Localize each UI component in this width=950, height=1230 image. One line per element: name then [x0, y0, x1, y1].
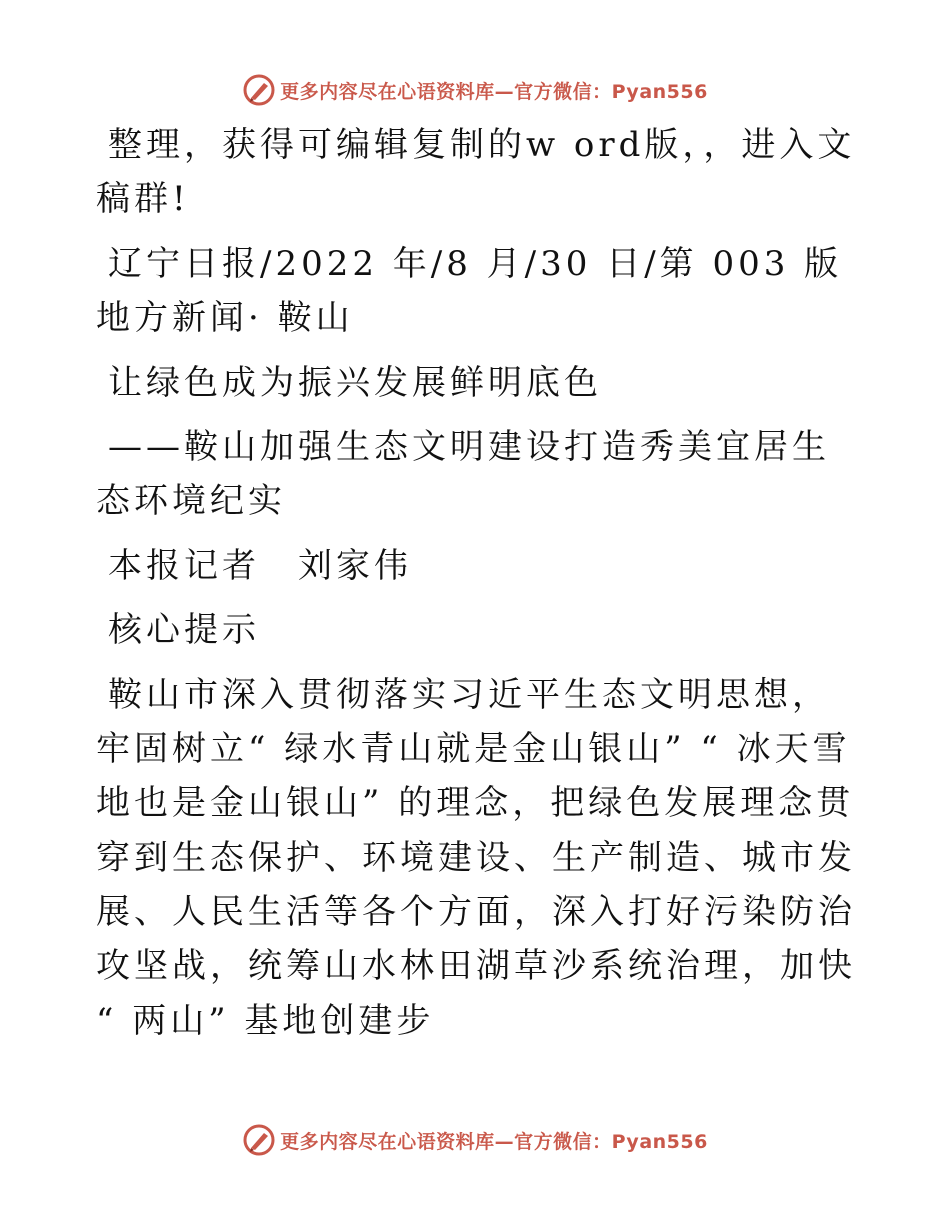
section-heading: 核心提示 — [108, 610, 260, 651]
footer-watermark-banner — [0, 1120, 950, 1160]
article-title: 让绿色成为振兴发展鲜明底色 — [108, 362, 602, 403]
article-subtitle: ——鞍山加强生态文明建设打造秀美宜居生态环境纪实 — [96, 426, 830, 522]
body-paragraph: 鞍山市深入贯彻落实习近平生态文明思想，牢固树立“ 绿水青山就是金山银山” “ 冰天雪地也是金山银山” 的理念，把绿色发展理念贯穿到生态保护、环境建设、生产制造、城市发展、人民生活等各个方面，深入打好污染防治攻坚战，统筹山水林田湖草沙系统治理，加快“ 两山” 基地创建步 — [96, 674, 856, 1041]
pen-logo-icon — [242, 73, 276, 107]
header-watermark-banner — [0, 70, 950, 110]
pen-logo-icon — [242, 1123, 276, 1157]
document-body — [96, 118, 856, 1058]
watermark-text: 更多内容尽在心语资料库—官方微信：Pyan556 — [280, 1130, 708, 1153]
byline: 本报记者 刘家伟 — [108, 545, 412, 586]
source-line: 辽宁日报/2022 年/8 月/30 日/第 003 版地方新闻· 鞍山 — [96, 243, 843, 339]
watermark-text: 更多内容尽在心语资料库—官方微信：Pyan556 — [280, 80, 708, 103]
intro-paragraph: 整理，获得可编辑复制的w ord版，，进入文稿群! — [96, 125, 856, 220]
